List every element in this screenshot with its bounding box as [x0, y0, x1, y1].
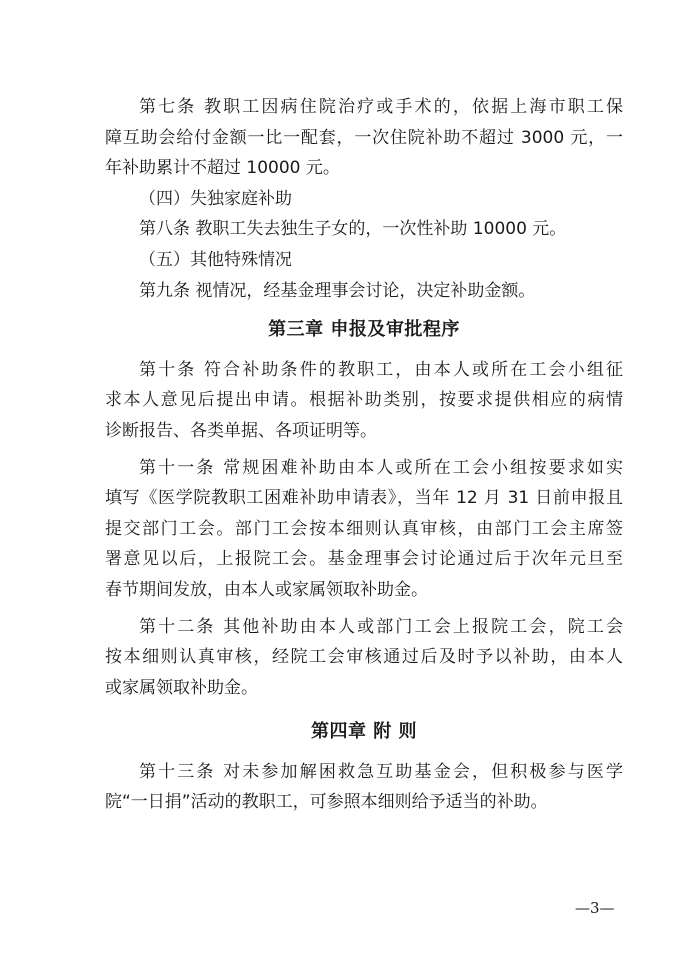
- article-12-line-1: 第十二条 其他补助由本人或部门工会上报院工会，院工会: [139, 616, 623, 637]
- article-13-line-2: 院“一日捐”活动的教职工，可参照本细则给予适当的补助。: [105, 792, 548, 813]
- article-9: 第九条 视情况，经基金理事会讨论，决定补助金额。: [139, 280, 536, 301]
- article-11: [105, 453, 623, 606]
- article-10: [105, 355, 623, 447]
- section-5-heading: （五）其他特殊情况: [139, 249, 292, 270]
- article-10-line-3: 诊断报告、各类单据、各项证明等。: [105, 420, 377, 441]
- article-13: [105, 757, 623, 818]
- article-7-line-3: 年补助累计不超过 10000 元。: [105, 158, 340, 179]
- section-4-heading: （四）失独家庭补助: [139, 188, 292, 209]
- article-13-line-1: 第十三条 对未参加解困救急互助基金会，但积极参与医学: [139, 761, 623, 782]
- article-11-line-2: 填写《医学院教职工困难补助申请表》，当年 12 月 31 日前申报且: [105, 488, 623, 509]
- page-content: [105, 92, 623, 818]
- article-12-line-2: 按本细则认真审核，经院工会审核通过后及时予以补助，由本人: [105, 647, 623, 668]
- article-11-line-4: 署意见以后，上报院工会。基金理事会讨论通过后于次年元旦至: [105, 549, 623, 570]
- article-12: [105, 612, 623, 704]
- article-10-line-1: 第十条 符合补助条件的教职工，由本人或所在工会小组征: [139, 359, 623, 380]
- article-7-line-2: 障互助会给付金额一比一配套，一次住院补助不超过 3000 元，一: [105, 127, 623, 148]
- article-11-line-5: 春节期间发放，由本人或家属领取补助金。: [105, 579, 428, 600]
- page-number: —3—: [575, 899, 615, 917]
- article-10-line-2: 求本人意见后提出申请。根据补助类别，按要求提供相应的病情: [105, 390, 623, 411]
- article-11-line-1: 第十一条 常规困难补助由本人或所在工会小组按要求如实: [139, 457, 623, 478]
- chapter-3-title: 第三章 申报及审批程序: [268, 319, 460, 341]
- article-12-line-3: 或家属领取补助金。: [105, 677, 258, 698]
- article-8: 第八条 教职工失去独生子女的，一次性补助 10000 元。: [139, 219, 567, 240]
- article-7: [105, 92, 623, 184]
- article-7-line-1: 第七条 教职工因病住院治疗或手术的，依据上海市职工保: [139, 97, 623, 117]
- article-11-line-3: 提交部门工会。部门工会按本细则认真审核，由部门工会主席签: [105, 518, 623, 539]
- chapter-4-title: 第四章 附 则: [310, 721, 418, 743]
